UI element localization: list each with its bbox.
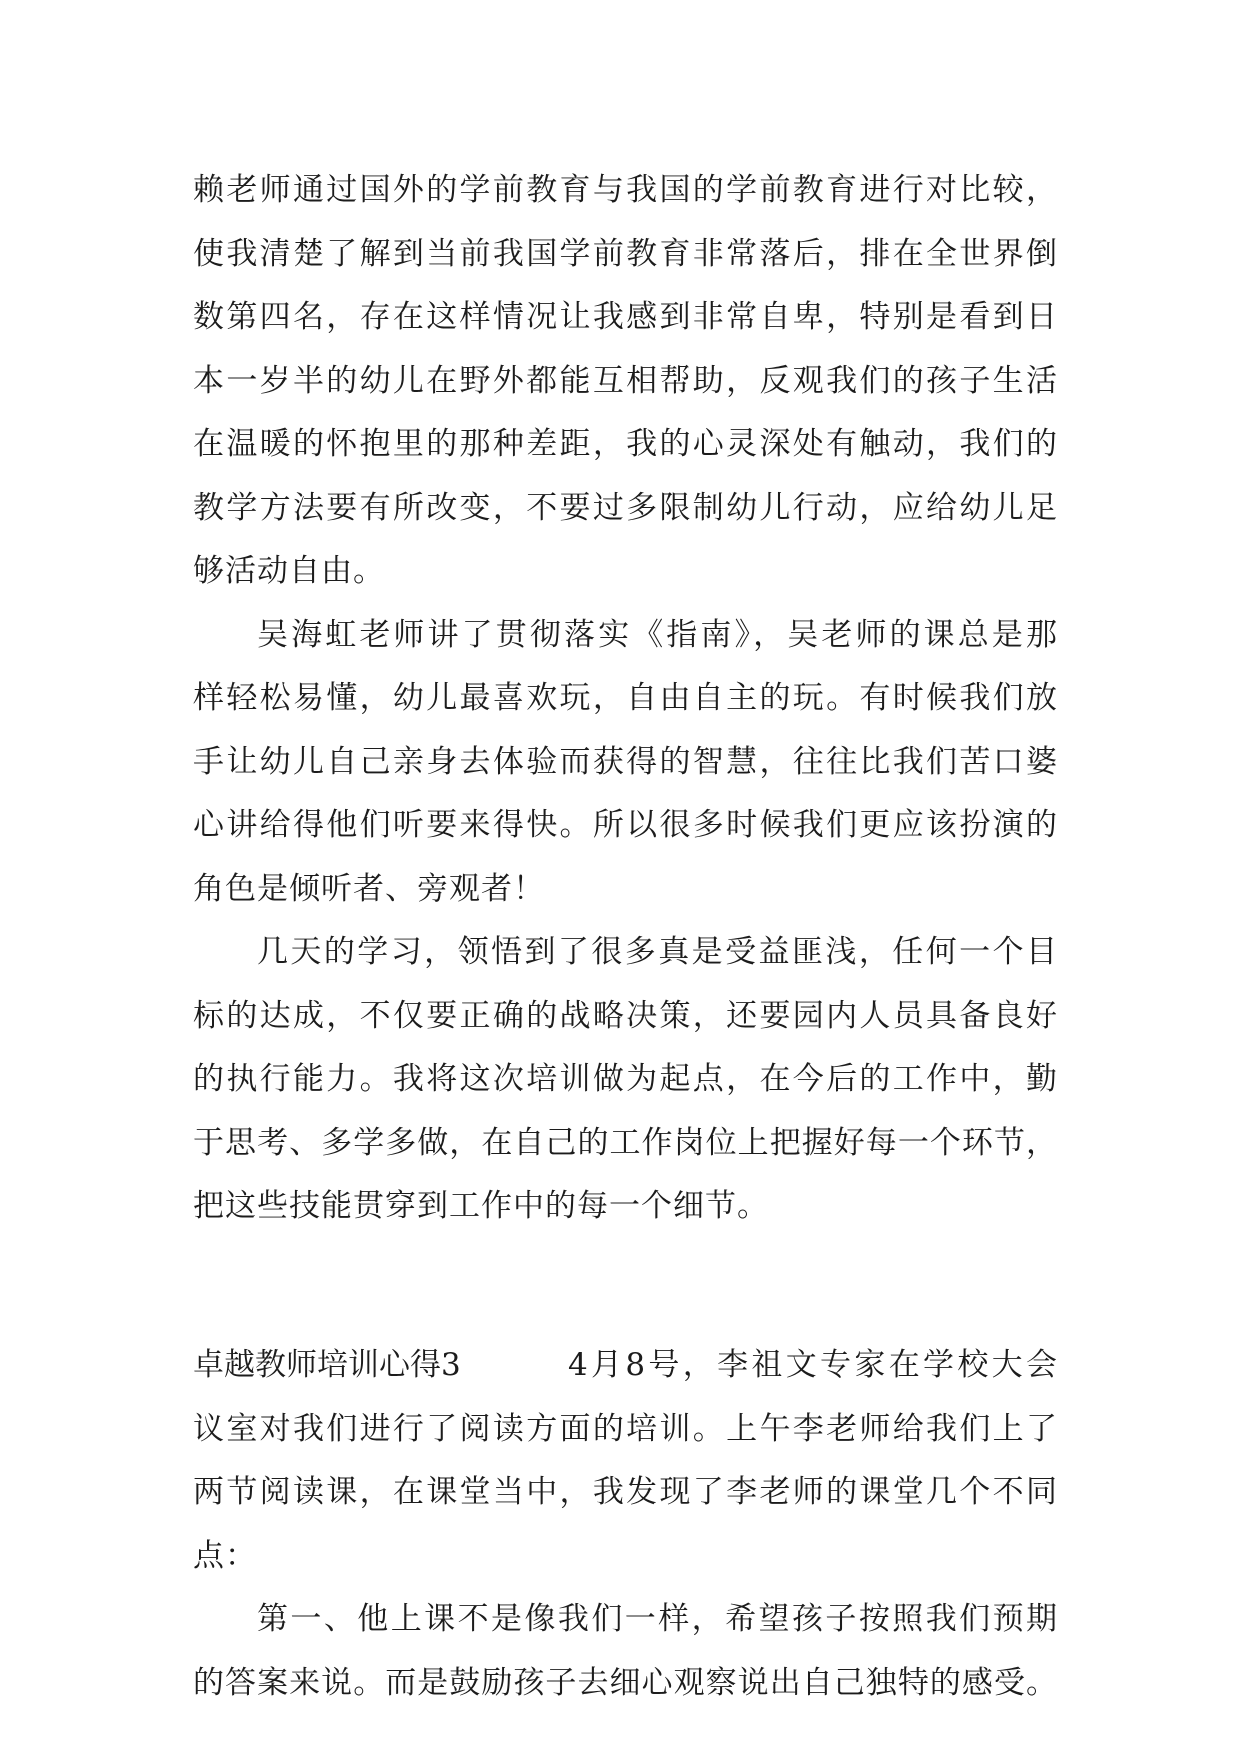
text-line: 使我清楚了解到当前我国学前教育非常落后，排在全世界倒 bbox=[193, 235, 1057, 272]
text-line: 把这些技能贯穿到工作中的每一个细节。 bbox=[193, 1188, 769, 1224]
text-line: 赖老师通过国外的学前教育与我国的学前教育进行对比较， bbox=[193, 172, 1057, 208]
text-line: 两节阅读课，在课堂当中，我发现了李老师的课堂几个不同 bbox=[193, 1474, 1057, 1510]
text-line: 样轻松易懂，幼儿最喜欢玩，自由自主的玩。有时候我们放 bbox=[193, 680, 1057, 716]
paragraph bbox=[193, 159, 1057, 604]
section-first-line bbox=[193, 1334, 1057, 1398]
section bbox=[193, 1334, 1057, 1715]
text-line: 4月8号，李祖文专家在学校大会 bbox=[568, 1347, 1057, 1383]
paragraph bbox=[193, 604, 1057, 922]
paragraph bbox=[193, 1588, 1057, 1715]
paragraph bbox=[193, 1334, 1057, 1588]
document-body bbox=[193, 159, 1057, 1715]
text-line: 第一、他上课不是像我们一样，希望孩子按照我们预期 bbox=[257, 1601, 1057, 1637]
text-line: 标的达成，不仅要正确的战略决策，还要园内人员具备良好 bbox=[193, 997, 1057, 1034]
text-line: 本一岁半的幼儿在野外都能互相帮助，反观我们的孩子生活 bbox=[193, 362, 1057, 399]
text-line: 点： bbox=[193, 1537, 257, 1574]
section-title: 卓越教师培训心得3 bbox=[193, 1347, 461, 1383]
text-line: 议室对我们进行了阅读方面的培训。上午李老师给我们上了 bbox=[193, 1410, 1057, 1447]
text-line: 几天的学习，领悟到了很多真是受益匪浅，任何一个目 bbox=[257, 934, 1057, 970]
text-line: 吴海虹老师讲了贯彻落实《指南》，吴老师的课总是那 bbox=[257, 616, 1057, 653]
text-line: 教学方法要有所改变，不要过多限制幼儿行动，应给幼儿足 bbox=[193, 489, 1057, 526]
text-line: 心讲给得他们听要来得快。所以很多时候我们更应该扮演的 bbox=[193, 807, 1057, 843]
text-line: 在温暖的怀抱里的那种差距，我的心灵深处有触动，我们的 bbox=[193, 426, 1057, 462]
text-line: 数第四名，存在这样情况让我感到非常自卑，特别是看到日 bbox=[193, 299, 1057, 335]
paragraph bbox=[193, 921, 1057, 1239]
text-line: 的执行能力。我将这次培训做为起点，在今后的工作中，勤 bbox=[193, 1061, 1057, 1097]
text-line: 于思考、多学多做，在自己的工作岗位上把握好每一个环节， bbox=[193, 1124, 1057, 1161]
text-line: 的答案来说。而是鼓励孩子去细心观察说出自己独特的感受。 bbox=[193, 1664, 1057, 1701]
text-line: 角色是倾听者、旁观者！ bbox=[193, 870, 545, 907]
text-line: 手让幼儿自己亲身去体验而获得的智慧，往往比我们苦口婆 bbox=[193, 743, 1057, 780]
text-line: 够活动自由。 bbox=[193, 553, 385, 589]
